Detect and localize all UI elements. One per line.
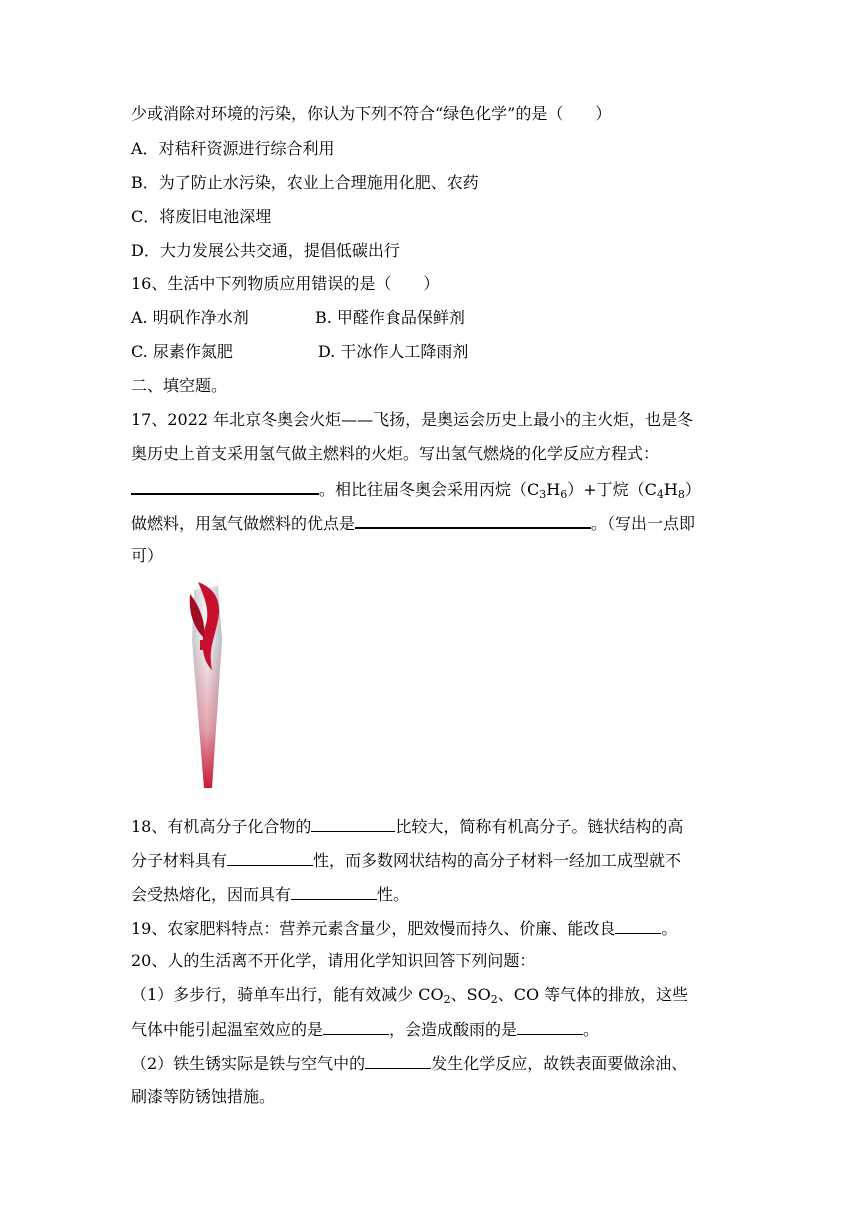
q17-line4: 做燃料，用氢气做燃料的优点是 。（写出一点即 [131, 511, 695, 535]
q18-line1: 18、有机高分子化合物的 比较大，简称有机高分子。链状结构的高 [131, 817, 684, 836]
q18-line2: 分子材料具有 性，而多数网状结构的高分子材料一经加工成型就不 [131, 851, 682, 870]
q18-blank3[interactable] [291, 883, 377, 900]
q20-stem: 20、人的生活离不开化学，请用化学知识回答下列问题： [131, 951, 536, 970]
q17-line3: 。相比往届冬奥会采用丙烷$(C_3H_6)+$丁烷$(C_4H_8)$ [131, 477, 701, 501]
torch-icon [178, 580, 238, 792]
q15-option-d: D．大力发展公共交通，提倡低碳出行 [131, 241, 400, 260]
q16-option-b: B. 甲醛作食品保鲜剂 [315, 308, 465, 327]
q18-blank2[interactable] [227, 849, 313, 866]
q16-row2 [131, 341, 469, 363]
q16-option-c: C. 尿素作氮肥 [131, 342, 233, 361]
q16-option-d: D. 干冰作人工降雨剂 [318, 342, 469, 361]
q20-part1-line2: 气体中能引起温室效应的是 ，会造成酸雨的是 。 [131, 1020, 600, 1039]
section-heading: 二、填空题。 [131, 376, 228, 395]
q17-line5: 可） [131, 546, 164, 565]
q16-stem: 16、生活中下列物质应用错误的是（ ） [131, 274, 440, 293]
q15-option-a: A．对秸秆资源进行综合利用 [131, 139, 335, 158]
q20-rust-blank[interactable] [365, 1052, 431, 1069]
q20-part2-line2: 刷漆等防锈蚀措施。 [131, 1087, 276, 1106]
q19-blank[interactable] [615, 917, 661, 934]
q20-acid-rain-blank[interactable] [517, 1018, 583, 1035]
q18-line3: 会受热熔化，因而具有 性。 [131, 885, 410, 904]
q18-blank1[interactable] [311, 815, 395, 832]
q15-option-c: C．将废旧电池深埋 [131, 207, 272, 226]
q17-line2: 奥历史上首支采用氢气做主燃料的火炬。写出氢气燃烧的化学反应方程式： [131, 444, 660, 463]
q15-option-b: B．为了防止水污染，农业上合理施用化肥、农药 [131, 173, 479, 192]
q19-line: 19、农家肥料特点：营养元素含量少，肥效慢而持久、价廉、能改良 。 [131, 919, 678, 938]
q15-stem-tail: 少或消除对环境的污染，你认为下列不符合“绿色化学”的是（ ） [131, 104, 612, 123]
q20-part1-line1: （1）多步行，骑单车出行，能有效减少 $CO_2$、$SO_2$、CO 等气体的排放，这些 [131, 985, 689, 1006]
q20-part2-line1: （2）铁生锈实际是铁与空气中的 发生化学反应，故铁表面要做涂油、 [131, 1054, 688, 1073]
q16-row1 [131, 307, 465, 329]
q20-greenhouse-blank[interactable] [323, 1018, 389, 1035]
q16-option-a: A. 明矾作净水剂 [131, 308, 249, 327]
q17-advantage-blank[interactable] [355, 511, 591, 529]
q17-equation-blank[interactable] [131, 477, 319, 495]
q17-line1: 17、2022 年北京冬奥会火炬——飞扬，是奥运会历史上最小的主火炬，也是冬 [131, 410, 694, 429]
